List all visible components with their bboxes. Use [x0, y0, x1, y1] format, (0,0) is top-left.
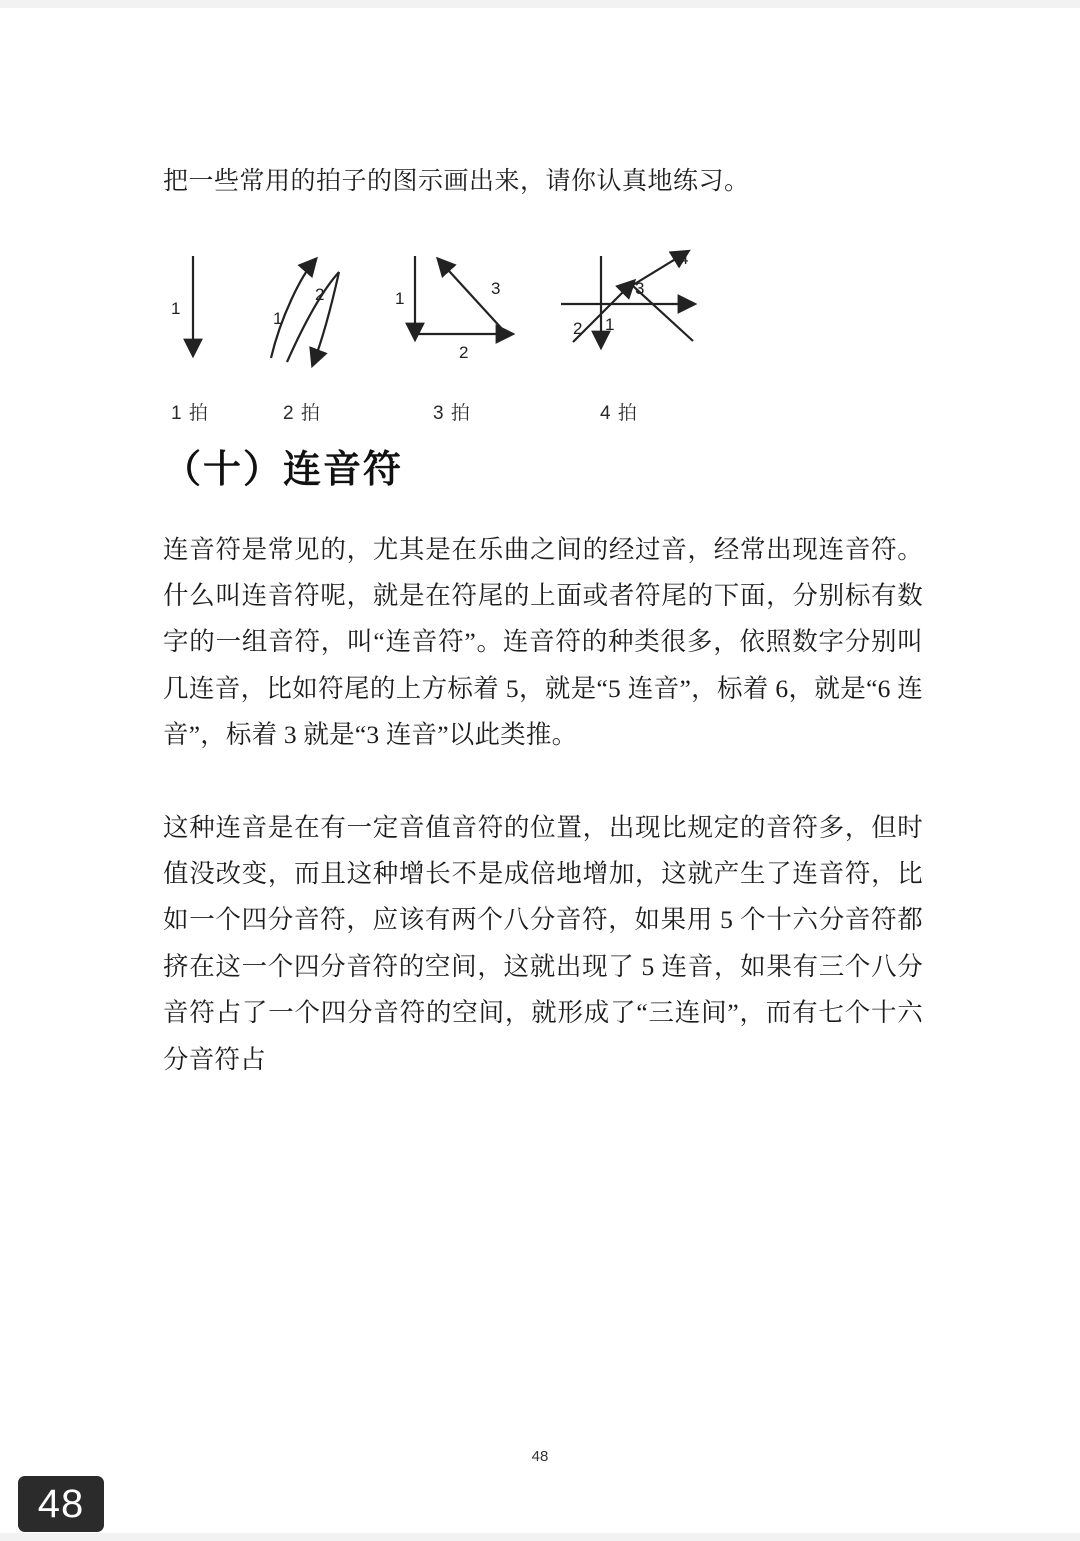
- svg-text:2: 2: [573, 318, 583, 338]
- beat-pattern-4: [561, 249, 693, 346]
- svg-text:2: 2: [459, 342, 469, 362]
- svg-text:1: 1: [395, 288, 405, 308]
- paragraph-2: 这种连音是在有一定音值音符的位置，出现比规定的音符多，但时值没改变，而且这种增长不是成倍地增加，这就产生了连音符，比如一个四分音符，应该有两个八分音符，如果用 5 个十六分音符都挤在这一个四分音符的空间，这就出现了 5 连音，如果有三个八分音符占了一个四分音符的空间，就形成了“三连间”，而有七个十六分音符占: [163, 812, 923, 1074]
- svg-text:3: 3: [491, 278, 501, 298]
- beat-label-4: 4 拍: [600, 402, 638, 424]
- svg-text:2: 2: [315, 284, 325, 304]
- svg-text:1: 1: [605, 314, 615, 334]
- beat-pattern-1: [171, 256, 193, 354]
- page-footer-number: 48: [531, 1448, 549, 1465]
- svg-text:3: 3: [635, 278, 645, 298]
- conducting-beat-patterns-figure: [163, 246, 923, 424]
- section-heading: （十）连音符: [163, 448, 404, 491]
- page-content: [163, 8, 923, 1083]
- document-page: [0, 8, 1080, 1533]
- svg-text:1: 1: [273, 308, 283, 328]
- beat-label-2: 2 拍: [283, 402, 321, 424]
- beat-pattern-3: [395, 256, 511, 362]
- svg-text:1: 1: [171, 298, 181, 318]
- beat-label-row: [163, 398, 923, 424]
- beat-pattern-svg: [163, 246, 923, 396]
- paragraph-1: 连音符是常见的，尤其是在乐曲之间的经过音，经常出现连音符。什么叫连音符呢，就是在符尾的上面或者符尾的下面，分别标有数字的一组音符，叫“连音符”。连音符的种类很多，依照数字分别叫几连音，比如符尾的上方标着 5，就是“5 连音”，标着 6，就是“6 连音”，标着 3 就是“3 连音”以此类推。: [163, 534, 923, 750]
- page-number-badge[interactable]: 48: [18, 1476, 104, 1532]
- beat-pattern-2: [271, 260, 339, 364]
- svg-text:4: 4: [679, 248, 689, 268]
- beat-label-1: 1 拍: [171, 402, 209, 424]
- intro-paragraph: 把一些常用的拍子的图示画出来，请你认真地练习。: [163, 168, 750, 195]
- beat-label-3: 3 拍: [433, 402, 471, 424]
